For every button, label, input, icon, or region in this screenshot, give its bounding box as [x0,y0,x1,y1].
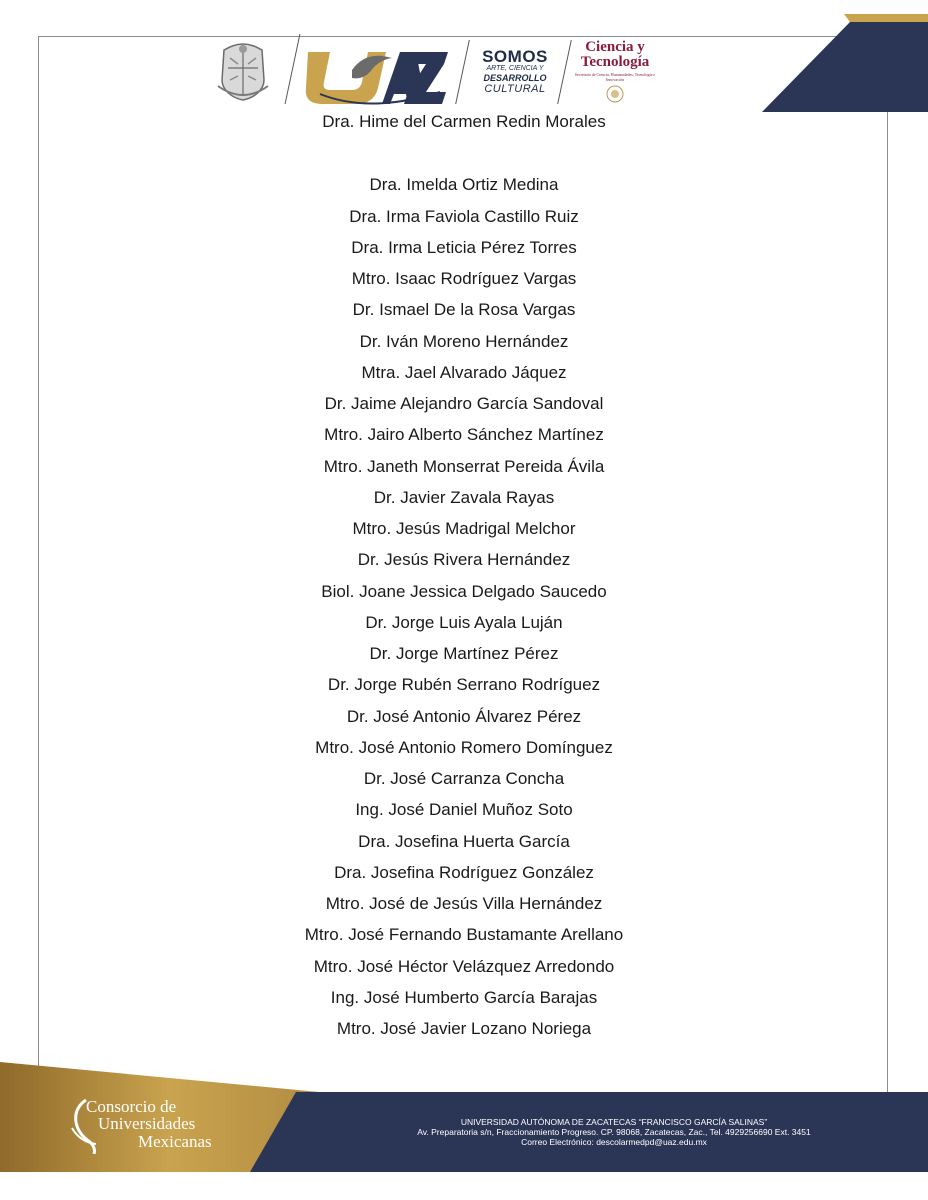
name-item: Dr. Jorge Martínez Pérez [369,644,559,663]
consorcio-line3: Mexicanas [138,1132,212,1151]
uaz-logo-icon [300,44,450,108]
consorcio-line2: Universidades [98,1114,196,1133]
name-item: Dr. Jorge Luis Ayala Luján [365,612,563,632]
name-item: Dra. Josefina Huerta García [358,831,570,851]
name-item: Mtro. Janeth Monserrat Pereida Ávila [323,456,605,476]
name-item: Dr. Ismael De la Rosa Vargas [352,300,576,320]
postal-address: Av. Preparatoria s/n, Fraccionamiento Progreso. CP. 98068, Zacatecas, Zac., Tel. 4929256690 Ext. 3451 [417,1127,811,1137]
ciencia-seal-icon [606,85,624,103]
somos-line2: DESARROLLO [483,73,547,83]
somos-logo [470,48,560,95]
name-item: Dr. José Carranza Concha [363,769,565,788]
names-list [0,106,928,1044]
name-item: Dra. Imelda Ortiz Medina [369,175,559,195]
name-item: Dr. Jorge Rubén Serrano Rodríguez [327,675,601,695]
name-item: Dr. Jaime Alejandro García Sandoval [324,394,604,413]
name-item: Mtro. Jairo Alberto Sánchez Martínez [324,425,604,445]
name-item: Dra. Hime del Carmen Redin Morales [322,112,606,131]
name-item: Dra. Josefina Rodríguez González [334,862,594,882]
footer-address [380,1117,848,1147]
name-item: Mtro. José Héctor Velázquez Arredondo [313,956,615,976]
name-item: Dra. Irma Faviola Castillo Ruiz [349,206,579,226]
name-item: Mtro. José de Jesús Villa Hernández [325,894,603,913]
corner-decoration [758,0,928,118]
somos-line3: CULTURAL [484,83,546,95]
ciencia-title-line2: Tecnología [580,54,650,70]
name-item: Dr. José Antonio Álvarez Pérez [346,706,582,726]
name-item: Dr. Iván Moreno Hernández [359,331,569,351]
name-item: Mtro. José Javier Lozano Noriega [336,1019,592,1038]
name-item: Biol. Joane Jessica Delgado Saucedo [321,581,607,601]
name-item: Mtro. Isaac Rodríguez Vargas [351,269,577,288]
consorcio-line1: Consorcio de [86,1097,177,1116]
somos-title: SOMOS [482,47,548,66]
uaz-shield-icon [212,40,274,102]
somos-subtitle: ARTE, CIENCIA Y [486,65,544,72]
name-item: Ing. José Humberto García Barajas [330,987,598,1007]
ciencia-subtitle: Secretaría de Ciencia, Humanidades, Tecnología e Innovación [574,72,656,82]
list-spacer [0,137,928,169]
university-name: UNIVERSIDAD AUTÓNOMA DE ZACATECAS “FRANCISCO GARCÍA SALINAS” [460,1117,768,1127]
ciencia-tecnologia-logo [572,40,658,108]
name-item: Mtro. Jesús Madrigal Melchor [352,519,576,538]
name-item: Dr. Jesús Rivera Hernández [357,550,571,570]
name-item: Dra. Irma Leticia Pérez Torres [351,237,577,257]
name-item: Mtro. José Fernando Bustamante Arellano [304,925,624,945]
name-item: Ing. José Daniel Muñoz Soto [355,800,573,820]
ciencia-title-line1: Ciencia y [585,39,645,55]
email-line: Correo Electrónico: descolarmedpd@uaz.edu.mx [521,1137,707,1147]
name-item: Mtra. Jael Alvarado Jáquez [361,362,567,382]
consorcio-logo [66,1096,246,1156]
name-item: Dr. Javier Zavala Rayas [373,487,555,507]
name-item: Mtro. José Antonio Romero Domínguez [315,737,613,757]
